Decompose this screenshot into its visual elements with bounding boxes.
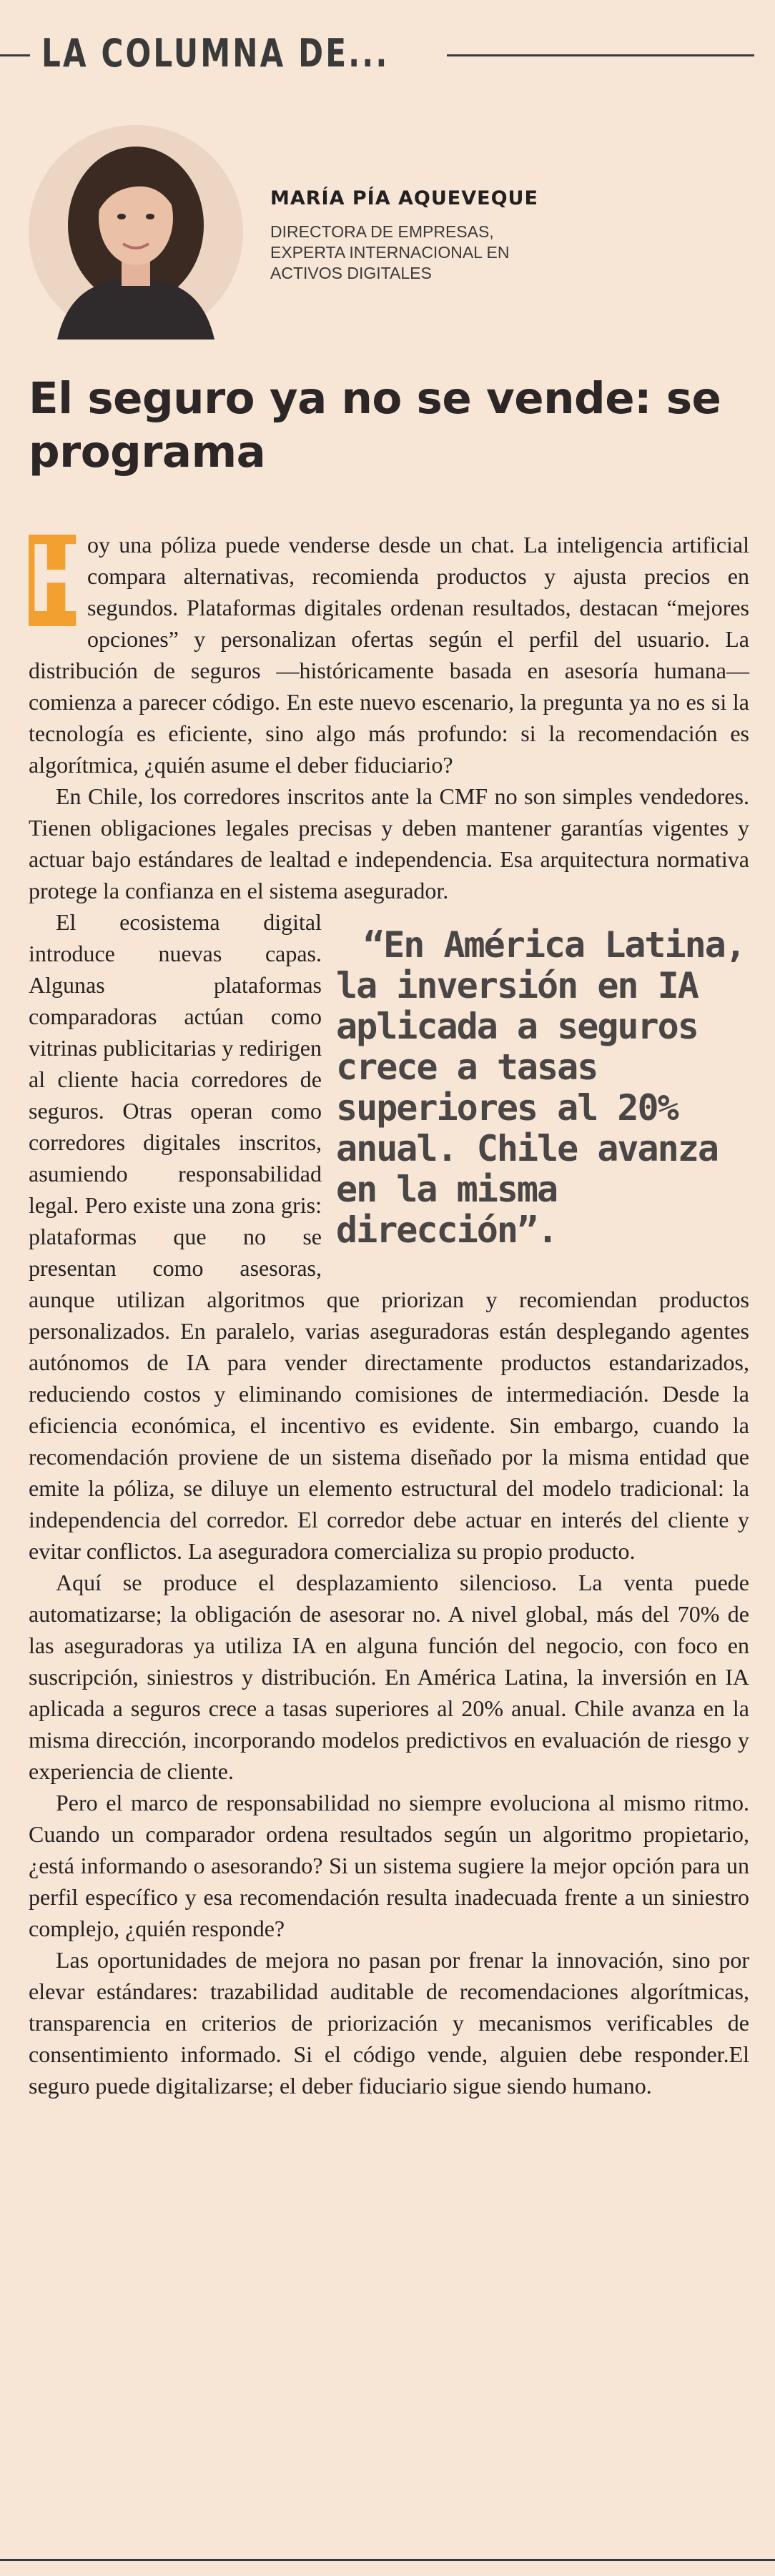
author-role: DIRECTORA DE EMPRESAS, EXPERTA INTERNACIONAL EN ACTIVOS DIGITALES (270, 222, 510, 282)
article-paragraph-5: Pero el marco de responsabilidad no siempre evoluciona al mismo ritmo. Cuando un comparador ordena resultados según un algoritmo propietario, ¿está informando o asesorando? Si un sistema sugiere la mejor opción para un perfil específico y esa recomendación resulta inadecuada frente a un siniestro complejo, ¿quién responde? (29, 1790, 749, 1941)
bottom-rule (0, 2559, 775, 2561)
article-paragraph-2: En Chile, los corredores inscritos ante la CMF no son simples vendedores. Tienen obligaciones legales precisas y deben mantener garantías vigentes y actuar bajo estándares de lealtad e independencia. Esa arquitectura normativa protege la confianza en el sistema asegurador. (29, 783, 749, 903)
article-paragraph-4: Aquí se produce el desplazamiento silencioso. La venta puede automatizarse; la obligación de asesorar no. A nivel global, más del 70% de las aseguradoras ya utiliza IA en alguna función del negocio, con foco en suscripción, siniestros y distribución. En América Latina, la inversión en IA aplicada a seguros crece a tasas superiores al 20% anual. Chile avanza en la misma dirección, incorporando modelos predictivos en evaluación de riesgo y experiencia de cliente. (29, 1570, 749, 1784)
author-portrait-illustration (29, 125, 243, 340)
pull-quote: “En América Latina, la inversión en IA aplicada a seguros crece a tasas superiores al 20% anual. Chile avanza en la misma dirección”. (336, 924, 745, 1251)
paragraph-1-text: oy una póliza puede venderse desde un chat. La inteligencia artificial compara alternativas, recomienda productos y ajusta precios en segundos. Plataformas digitales ordenan resultados, destacan “mejores opciones” y personalizan ofertas según el perfil del usuario. La distribución de seguros —históricamente basada en asesoría humana— comienza a parecer código. En este nuevo escenario, la pregunta ya no es si la tecnología es eficiente, sino algo más profundo: si la recomendación es algorítmica, ¿quién asume el deber fiduciario? (29, 532, 749, 778)
article-paragraph-6: Las oportunidades de mejora no pasan por frenar la innovación, sino por elevar estándares: trazabilidad auditable de recomendaciones algorítmicas, transparencia en criterios de priorización y mecanismos verificables de consentimiento informado. Si el código vende, alguien debe responder.El seguro puede digitalizarse; el deber fiduciario sigue siendo humano. (29, 1947, 749, 2099)
article-body (29, 529, 749, 2101)
paragraph-3-text: El ecosistema digital introduce nuevas capas. Algunas plataformas comparadoras actúan como vitrinas publicitarias y redirigen al cliente hacia corredores de seguros. Otras operan como corredores digitales inscritos, asumiendo responsabilidad legal. Pero existe una zona gris: plataformas que no se presentan como asesoras, aunque utilizan algoritmos que priorizan y recomiendan productos personalizados. En paralelo, varias aseguradoras están desplegando agentes autónomos de IA para vender directamente productos estandarizados, reduciendo costos y eliminando comisiones de intermediación. Desde la eficiencia económica, el incentivo es evidente. Sin embargo, cuando la recomendación proviene de un sistema diseñado por la misma entidad que emite la póliza, se diluye un elemento estructural del modelo tradicional: la independencia del corredor. El corredor debe actuar en interés del cliente y evitar conflictos. La aseguradora comercializa su propio producto. (29, 909, 749, 1564)
drop-cap: H (29, 527, 84, 633)
header-rule-left (0, 54, 30, 56)
article-paragraph-3 (29, 906, 749, 1567)
section-header (0, 29, 775, 79)
author-photo (29, 125, 243, 340)
article-headline: El seguro ya no se vende: se programa (29, 373, 721, 477)
author-name: MARÍA PÍA AQUEVEQUE (270, 187, 538, 209)
article-paragraph-1 (29, 529, 749, 781)
header-rule-right (447, 54, 754, 56)
section-title: LA COLUMNA DE... (41, 31, 390, 76)
